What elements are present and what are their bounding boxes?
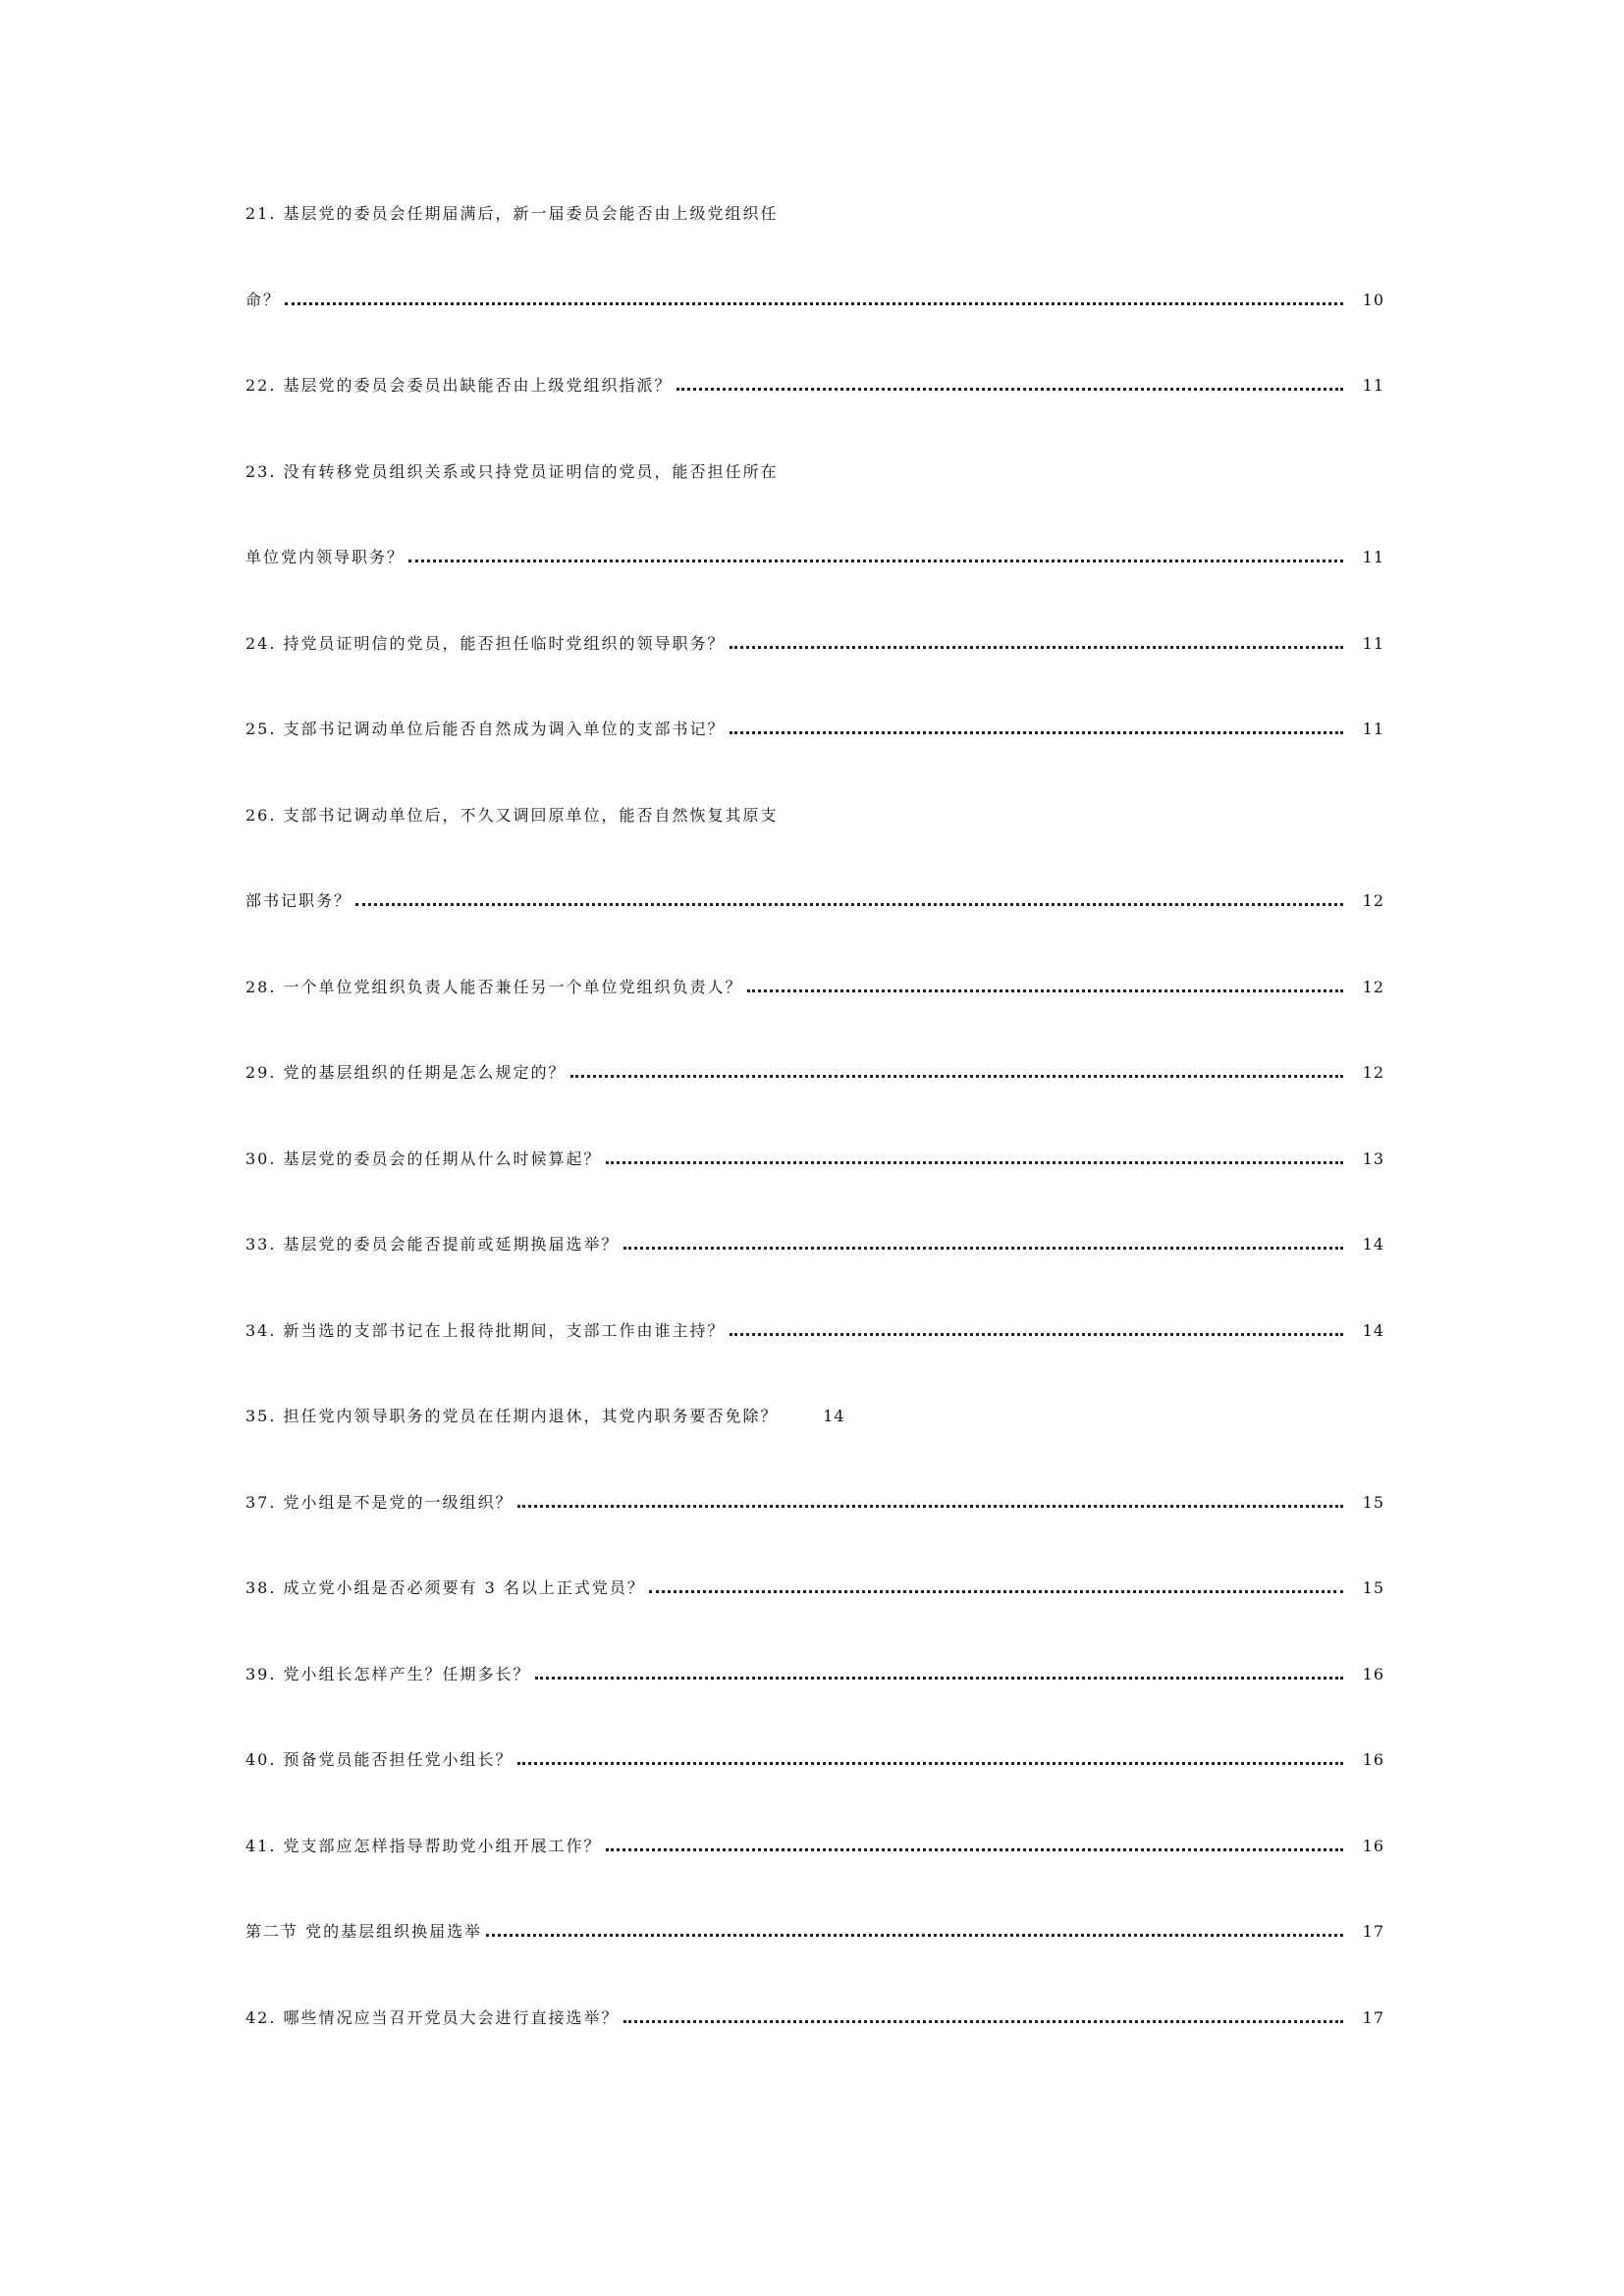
toc-entry-line[interactable] bbox=[245, 1404, 1384, 1490]
dot-leader bbox=[730, 1332, 1343, 1336]
toc-entry-line[interactable] bbox=[245, 1147, 1384, 1233]
table-of-contents bbox=[245, 201, 1384, 2091]
toc-entry-title: 39. 党小组长怎样产生？任期多长？ bbox=[245, 1664, 531, 1683]
toc-page-number: 15 bbox=[1362, 1492, 1384, 1512]
toc-entry-line[interactable] bbox=[245, 459, 1384, 546]
dot-leader bbox=[730, 645, 1343, 649]
dot-leader bbox=[517, 1504, 1343, 1508]
toc-page-number: 14 bbox=[823, 1407, 845, 1425]
toc-entry-title: 28. 一个单位党组织负责人能否兼任另一个单位党组织负责人？ bbox=[245, 977, 743, 996]
toc-entry-title: 42. 哪些情况应当召开党员大会进行直接选举？ bbox=[245, 2007, 620, 2027]
toc-entry-line[interactable] bbox=[245, 2005, 1384, 2092]
toc-entry-line[interactable] bbox=[245, 545, 1384, 631]
toc-page-number: 15 bbox=[1362, 1578, 1384, 1597]
toc-page-number: 11 bbox=[1362, 376, 1384, 395]
toc-page-number: 12 bbox=[1362, 977, 1384, 996]
toc-page-number: 17 bbox=[1362, 2007, 1384, 2027]
dot-leader bbox=[606, 1847, 1343, 1851]
toc-entry-line[interactable] bbox=[245, 1834, 1384, 1920]
toc-page-number: 16 bbox=[1362, 1836, 1384, 1855]
toc-entry-title: 22. 基层党的委员会委员出缺能否由上级党组织指派？ bbox=[245, 376, 673, 395]
toc-entry-title: 37. 党小组是不是党的一级组织？ bbox=[245, 1492, 514, 1512]
toc-entry-title: 38. 成立党小组是否必须要有 3 名以上正式党员？ bbox=[245, 1578, 645, 1597]
toc-entry-title: 25. 支部书记调动单位后能否自然成为调入单位的支部书记？ bbox=[245, 720, 726, 738]
toc-entry-title: 21. 基层党的委员会任期届满后，新一届委员会能否由上级党组织任 bbox=[245, 204, 779, 223]
toc-entry-title: 24. 持党员证明信的党员，能否担任临时党组织的领导职务？ bbox=[245, 633, 726, 653]
toc-page-number: 11 bbox=[1362, 633, 1384, 653]
toc-entry-line[interactable] bbox=[245, 1060, 1384, 1147]
dot-leader bbox=[623, 2019, 1343, 2023]
toc-entry-title: 26. 支部书记调动单位后，不久又调回原单位，能否自然恢复其原支 bbox=[245, 805, 779, 825]
dot-leader bbox=[486, 1933, 1343, 1937]
toc-page-number: 10 bbox=[1362, 290, 1384, 309]
toc-page-number: 12 bbox=[1362, 891, 1384, 910]
dot-leader bbox=[355, 902, 1343, 906]
toc-entry-title: 35. 担任党内领导职务的党员在任期内退休，其党内职务要否免除？ bbox=[245, 1407, 779, 1425]
toc-entry-line[interactable] bbox=[245, 1919, 1384, 2005]
toc-entry-title: 40. 预备党员能否担任党小组长？ bbox=[245, 1750, 514, 1769]
toc-page-number: 12 bbox=[1362, 1063, 1384, 1082]
toc-entry-title: 33. 基层党的委员会能否提前或延期换届选举？ bbox=[245, 1235, 620, 1254]
toc-entry-title: 29. 党的基层组织的任期是怎么规定的？ bbox=[245, 1063, 567, 1082]
toc-entry-line[interactable] bbox=[245, 1747, 1384, 1834]
toc-entry-line[interactable] bbox=[245, 888, 1384, 975]
toc-page-number: 16 bbox=[1362, 1664, 1384, 1683]
toc-entry-line[interactable] bbox=[245, 803, 1384, 889]
toc-entry-title: 部书记职务？ bbox=[245, 891, 352, 910]
toc-entry-title: 命？ bbox=[245, 290, 282, 309]
toc-entry-line[interactable] bbox=[245, 975, 1384, 1061]
toc-entry-line[interactable] bbox=[245, 373, 1384, 459]
toc-entry-title: 23. 没有转移党员组织关系或只持党员证明信的党员，能否担任所在 bbox=[245, 461, 779, 481]
toc-entry-line[interactable] bbox=[245, 631, 1384, 718]
toc-entry-line[interactable] bbox=[245, 1490, 1384, 1576]
toc-entry-title: 30. 基层党的委员会的任期从什么时候算起？ bbox=[245, 1148, 602, 1168]
toc-page-number: 14 bbox=[1362, 1320, 1384, 1340]
toc-entry-title: 第二节 党的基层组织换届选举 bbox=[245, 1922, 483, 1941]
toc-entry-line[interactable] bbox=[245, 1232, 1384, 1318]
dot-leader bbox=[730, 730, 1343, 734]
dot-leader bbox=[677, 387, 1343, 391]
toc-page-number: 14 bbox=[1362, 1235, 1384, 1254]
toc-entry-line[interactable] bbox=[245, 1318, 1384, 1405]
dot-leader bbox=[570, 1074, 1343, 1078]
toc-entry-title: 34. 新当选的支部书记在上报待批期间，支部工作由谁主持？ bbox=[245, 1320, 726, 1340]
toc-entry-line[interactable] bbox=[245, 717, 1384, 803]
dot-leader bbox=[285, 301, 1343, 305]
toc-entry-title: 41. 党支部应怎样指导帮助党小组开展工作？ bbox=[245, 1836, 602, 1855]
toc-entry-title: 单位党内领导职务？ bbox=[245, 548, 406, 566]
dot-leader bbox=[747, 988, 1343, 992]
toc-page-number: 17 bbox=[1362, 1922, 1384, 1941]
dot-leader bbox=[517, 1761, 1343, 1765]
dot-leader bbox=[649, 1589, 1343, 1593]
toc-page-number: 13 bbox=[1362, 1148, 1384, 1168]
dot-leader bbox=[535, 1676, 1343, 1680]
toc-entry-line[interactable] bbox=[245, 1575, 1384, 1662]
toc-entry-line[interactable] bbox=[245, 1662, 1384, 1748]
dot-leader bbox=[408, 559, 1343, 562]
toc-entry-line[interactable] bbox=[245, 288, 1384, 374]
toc-page-number: 16 bbox=[1362, 1750, 1384, 1769]
dot-leader bbox=[623, 1246, 1343, 1250]
dot-leader bbox=[606, 1160, 1343, 1164]
toc-entry-line[interactable] bbox=[245, 201, 1384, 288]
toc-page-number: 11 bbox=[1362, 548, 1384, 566]
toc-page-number: 11 bbox=[1362, 720, 1384, 738]
